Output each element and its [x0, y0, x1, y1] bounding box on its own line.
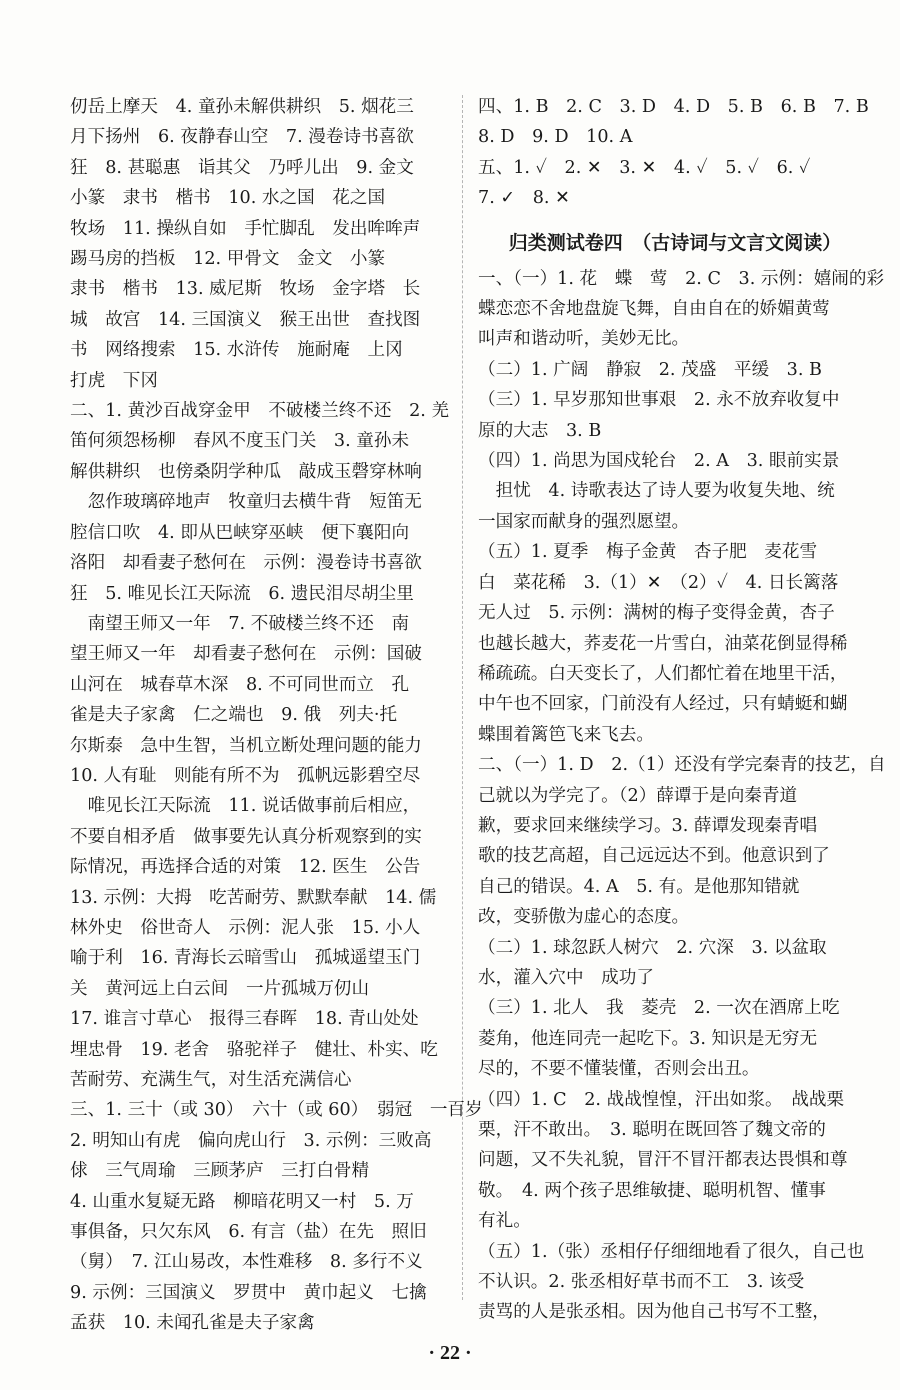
- answer-line: 南望王师又一年 7. 不破楼兰终不还 南: [70, 613, 410, 634]
- answer-line: 山河在 城春草木深 8. 不可同世而立 孔: [70, 674, 410, 695]
- answer-line: 有礼。: [478, 1211, 531, 1232]
- answer-line: 踢马房的挡板 12. 甲骨文 金文 小篆: [70, 249, 386, 270]
- answer-line: 一、（一）1. 花 蝶 莺 2. C 3. 示例：嬉闹的彩: [478, 268, 885, 289]
- answer-line: 水，灌入穴中 成功了: [478, 967, 654, 988]
- answer-line: 埋忠骨 19. 老舍 骆驼祥子 健壮、朴实、吃: [70, 1039, 438, 1060]
- answer-line: （四）1. 尚思为国戍轮台 2. A 3. 眼前实景: [478, 451, 840, 472]
- answer-line: 林外史 俗世奇人 示例：泥人张 15. 小人: [70, 917, 421, 938]
- answer-line: 隶书 楷书 13. 威尼斯 牧场 金字塔 长: [70, 279, 421, 300]
- answer-line: 担忧 4. 诗歌表达了诗人要为收复失地、统: [478, 481, 835, 502]
- answer-line: 白 菜花稀 3.（1）✕ （2）✓ 4. 日长篱落: [478, 572, 839, 593]
- answer-line: 事俱备，只欠东风 6. 有言（盐）在先 照旧: [70, 1222, 427, 1243]
- answer-line: 尔斯泰 急中生智，当机立断处理问题的能力: [70, 735, 422, 756]
- answer-line: 一国家而献身的强烈愿望。: [478, 511, 690, 532]
- answer-line: 叫声和谐动听，美妙无比。: [478, 329, 690, 350]
- answer-line: （五）1. 夏季 梅子金黄 杏子肥 麦花雪: [478, 542, 818, 563]
- test-four-answers: [478, 264, 886, 1328]
- answer-line: 狂 5. 唯见长江天际流 6. 遗民泪尽胡尘里: [70, 583, 414, 604]
- answer-line: 望王师又一年 却看妻子愁何在 示例：国破: [70, 644, 422, 665]
- right-column: [478, 92, 886, 1328]
- section-title: 归类测试卷四 （古诗词与文言文阅读）: [508, 231, 842, 254]
- answer-line: 菱角，他连同壳一起吃下。3. 知识是无穷无: [478, 1028, 818, 1049]
- answer-line: 10. 人有耻 则能有所不为 孤帆远影碧空尽: [70, 765, 421, 786]
- answer-line: 稀疏疏。白天变长了，人们都忙着在地里干活，: [478, 663, 848, 684]
- answer-line: 月下扬州 6. 夜静春山空 7. 漫卷诗书喜欲: [70, 127, 414, 148]
- page-number: · 22 ·: [428, 1342, 472, 1364]
- answer-line: 8. D 9. D 10. A: [478, 127, 633, 148]
- answer-line: 17. 谁言寸草心 报得三春晖 18. 青山处处: [70, 1009, 419, 1030]
- answer-line: 歉，要求回来继续学习。3. 薛谭发现秦青唱: [478, 815, 818, 836]
- answer-line: （舅） 7. 江山易改，本性难移 8. 多行不义: [70, 1252, 423, 1273]
- answer-line: （二）1. 球忽跃人树穴 2. 穴深 3. 以盆取: [478, 937, 827, 958]
- answer-line: 7. ✓ 8. ✕: [478, 188, 570, 209]
- answer-line: （三）1. 早岁那知世事艰 2. 永不放弃收复中: [478, 390, 840, 411]
- answer-line: 2. 明知山有虎 偏向虎山行 3. 示例：三败高: [70, 1130, 432, 1151]
- answer-line: 蝶恋恋不舍地盘旋飞舞，自由自在的娇媚黄莺: [478, 299, 830, 320]
- answer-line: 三、1. 三十（或 30） 六十（或 60） 弱冠 一百岁: [70, 1100, 483, 1121]
- answer-line: 仞岳上摩天 4. 童孙未解供耕织 5. 烟花三: [70, 97, 414, 117]
- answer-line: 牧场 11. 操纵自如 手忙脚乱 发出哞哞声: [70, 218, 421, 239]
- answer-line: 也越长越大，荞麦花一片雪白，油菜花倒显得稀: [478, 633, 848, 654]
- answer-line: 小篆 隶书 楷书 10. 水之国 花之国: [70, 188, 386, 209]
- answer-line: 原的大志 3. B: [478, 420, 602, 441]
- answer-line: 笛何须怨杨柳 春风不度玉门关 3. 童孙未: [70, 431, 410, 452]
- answer-line: 二、1. 黄沙百战穿金甲 不破楼兰终不还 2. 羌: [70, 401, 450, 422]
- answers-sections-four-five: [478, 92, 872, 214]
- answer-line: 歌的技艺高超，自己远远达不到。他意识到了: [478, 846, 830, 867]
- answer-line: 问题，又不失礼貌，冒汗不冒汗都表达畏惧和尊: [478, 1150, 848, 1171]
- answer-line: 城 故宫 14. 三国演义 猴王出世 查找图: [70, 309, 421, 330]
- answer-line: 栗，汗不敢出。 3. 聪明在既回答了魏文帝的: [478, 1120, 826, 1140]
- answer-line: 唯见长江天际流 11. 说话做事前后相应，: [70, 796, 421, 817]
- answer-line: 书 网络搜索 15. 水浒传 施耐庵 上冈: [70, 340, 403, 361]
- answer-line: 改，变骄傲为虚心的态度。: [478, 907, 690, 928]
- answer-line: 孟获 10. 未闻孔雀是夫子家禽: [70, 1313, 315, 1334]
- answer-line: 打虎 下冈: [70, 370, 158, 391]
- answer-line: 际情况，再选择合适的对策 12. 医生 公告: [70, 857, 421, 878]
- answer-line: 责骂的人是张丞相。因为他自己书写不工整，: [478, 1302, 830, 1323]
- answer-line: 狂 8. 甚聪惠 诣其父 乃呼儿出 9. 金文: [70, 157, 414, 178]
- answer-line: 二、（一）1. D 2.（1）还没有学完秦青的技艺，自: [478, 755, 886, 776]
- answer-line: 洛阳 却看妻子愁何在 示例：漫卷诗书喜欲: [70, 553, 422, 574]
- answer-line: 9. 示例：三国演义 罗贯中 黄巾起义 七擒: [70, 1282, 427, 1303]
- answer-line: 俅 三气周瑜 三顾茅庐 三打白骨精: [70, 1161, 370, 1182]
- answer-line: 尽的，不要不懂装懂，否则会出丑。: [478, 1059, 760, 1080]
- answer-line: 忽作玻璃碎地声 牧童归去横牛背 短笛无: [70, 492, 422, 513]
- left-column: [70, 92, 483, 1339]
- answer-line: 不认识。2. 张丞相好草书而不工 3. 该受: [478, 1272, 805, 1293]
- answer-line: （五）1.（张）丞相仔仔细细地看了很久，自己也: [478, 1241, 865, 1262]
- answer-line: 不要自相矛盾 做事要先认真分析观察到的实: [70, 826, 422, 847]
- answer-line: 关 黄河远上白云间 一片孤城万仞山: [70, 978, 370, 999]
- answer-line: 四、1. B 2. C 3. D 4. D 5. B 6. B 7. B: [478, 97, 869, 117]
- answer-line: 4. 山重水复疑无路 柳暗花明又一村 5. 万: [70, 1191, 414, 1212]
- answer-line: 喻于利 16. 青海长云暗雪山 孤城遥望玉门: [70, 948, 421, 969]
- answer-line: 中午也不回家，门前没有人经过，只有蜻蜓和蝴: [478, 694, 848, 715]
- answer-line: 无人过 5. 示例：满树的梅子变得金黄，杏子: [478, 603, 835, 624]
- answer-line: 自己的错误。4. A 5. 有。是他那知错就: [478, 876, 800, 897]
- answer-line: 己就以为学完了。（2）薛谭于是向秦青道: [478, 785, 798, 806]
- answer-line: 苦耐劳、充满生气，对生活充满信心: [70, 1070, 352, 1090]
- answer-line: 敬。 4. 两个孩子思维敏捷、聪明机智、懂事: [478, 1180, 826, 1201]
- answer-line: 五、1. ✓ 2. ✕ 3. ✕ 4. ✓ 5. ✓ 6. ✓: [478, 157, 811, 178]
- answer-line: 13. 示例：大拇 吃苦耐劳、默默奉献 14. 儒: [70, 887, 437, 908]
- answer-line: （二）1. 广阔 静寂 2. 茂盛 平缓 3. B: [478, 359, 822, 380]
- answer-line: （四）1. C 2. 战战惶惶，汗出如浆。 战战栗: [478, 1089, 845, 1110]
- answer-line: 蝶围着篱笆飞来飞去。: [478, 724, 654, 745]
- answer-line: 腔信口吹 4. 即从巴峡穿巫峡 便下襄阳向: [70, 522, 410, 543]
- answer-line: 解供耕织 也傍桑阴学种瓜 敲成玉磬穿林响: [70, 461, 422, 482]
- answer-line: （三）1. 北人 我 菱壳 2. 一次在酒席上吃: [478, 998, 840, 1019]
- answer-line: 雀是夫子家禽 仁之端也 9. 俄 列夫·托: [70, 705, 398, 726]
